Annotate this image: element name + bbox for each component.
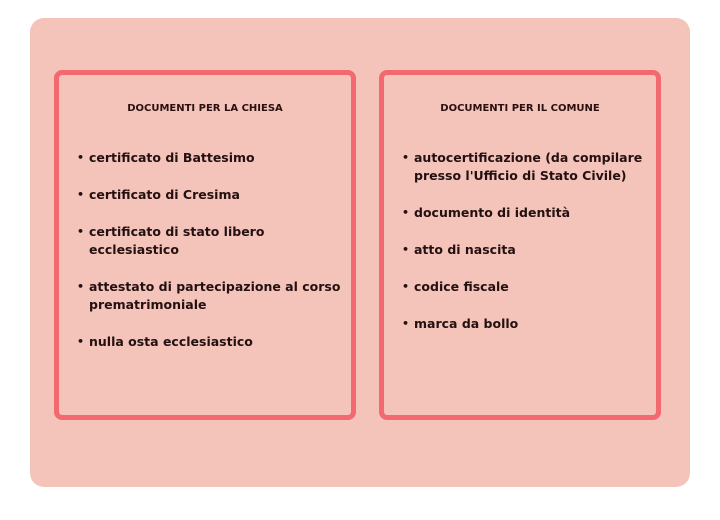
list-item: • certificato di Battesimo xyxy=(89,149,343,167)
list-item: • atto di nascita xyxy=(414,241,648,259)
list-item: • documento di identità xyxy=(414,204,648,222)
church-panel-title: DOCUMENTI PER LA CHIESA xyxy=(127,103,283,114)
comune-documents-list xyxy=(402,149,648,352)
church-documents-panel xyxy=(54,70,356,420)
list-item: • nulla osta ecclesiastico xyxy=(89,333,343,351)
list-item: • marca da bollo xyxy=(414,315,648,333)
list-item: • attestato di partecipazione al corso prematrimoniale xyxy=(89,278,343,314)
list-item: • codice fiscale xyxy=(414,278,648,296)
church-documents-list xyxy=(77,149,343,370)
list-item: • certificato di stato libero ecclesiastico xyxy=(89,223,343,259)
list-item: • autocertificazione (da compilare presso l'Ufficio di Stato Civile) xyxy=(414,149,648,185)
comune-documents-panel xyxy=(379,70,661,420)
comune-panel-title: DOCUMENTI PER IL COMUNE xyxy=(440,103,600,114)
list-item: • certificato di Cresima xyxy=(89,186,343,204)
